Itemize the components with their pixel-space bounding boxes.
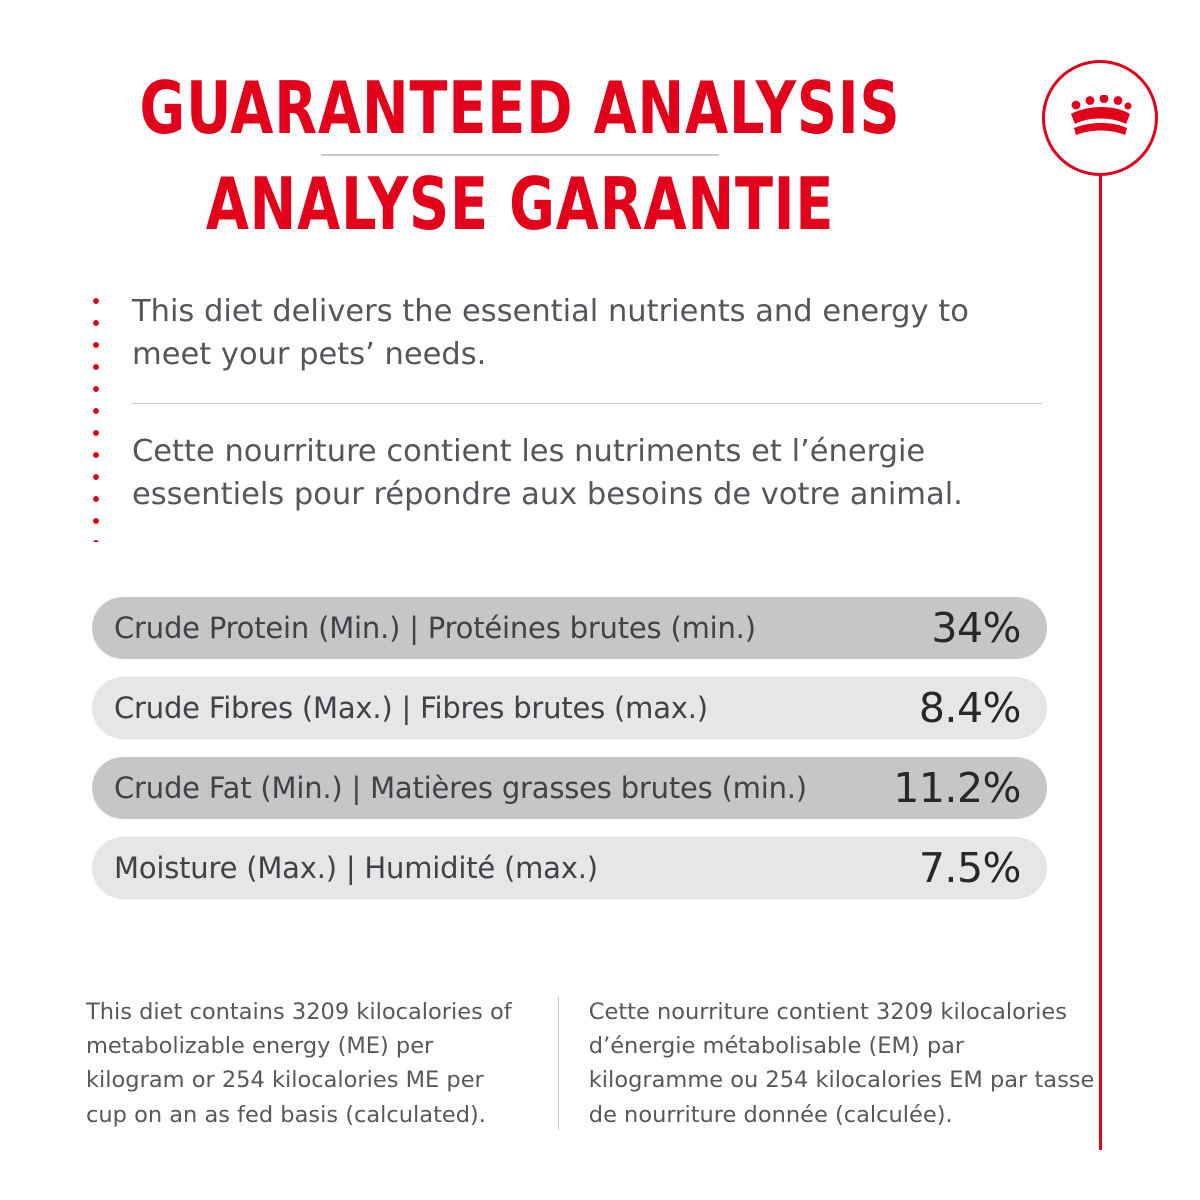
title-french: ANALYSE GARANTIE (205, 162, 835, 246)
nutrient-value: 7.5% (918, 844, 1021, 892)
nutrient-value: 11.2% (893, 764, 1021, 812)
page-title (0, 66, 1040, 246)
royal-canin-crown-icon (1068, 95, 1132, 141)
intro-text-french: Cette nourriture contient les nutriments et l’énergie essentiels pour répondre aux besoins de votre animal. (132, 433, 963, 512)
footnote-english: This diet contains 3209 kilocalories of metabolizable energy (ME) per kilogram or 254 kilocalories ME per cup on an as fed basis (calculated). (86, 999, 512, 1128)
nutrient-value: 8.4% (918, 684, 1021, 732)
nutrient-row (92, 597, 1047, 659)
nutrient-row (92, 757, 1047, 819)
nutrient-label: Crude Fibres (Max.) | Fibres brutes (max.) (114, 691, 708, 725)
footnote-french: Cette nourriture contient 3209 kilocalories d’énergie métabolisable (EM) par kilogramme ou 254 kilocalories EM par tasse de nourriture donnée (calculée). (588, 999, 1095, 1128)
title-divider (321, 154, 719, 156)
brand-logo (1042, 60, 1158, 176)
nutrient-label: Crude Fat (Min.) | Matières grasses brutes (min.) (114, 771, 807, 805)
title-english: GUARANTEED ANALYSIS (139, 66, 901, 150)
footnotes (86, 995, 1096, 1132)
nutrient-row (92, 837, 1047, 899)
nutrient-list (92, 597, 1047, 917)
nutrient-value: 34% (931, 604, 1021, 652)
intro-divider (132, 403, 1042, 404)
nutrient-label: Moisture (Max.) | Humidité (max.) (114, 851, 598, 885)
intro-text-english: This diet delivers the essential nutrients and energy to meet your pets’ needs. (132, 294, 969, 373)
vertical-red-rule (1099, 176, 1102, 1150)
intro-texts (132, 290, 1042, 516)
nutrient-label: Crude Protein (Min.) | Protéines brutes (min.) (114, 611, 756, 645)
nutrient-row (92, 677, 1047, 739)
dotted-rail-decoration (92, 290, 100, 542)
intro-block (92, 290, 1042, 516)
